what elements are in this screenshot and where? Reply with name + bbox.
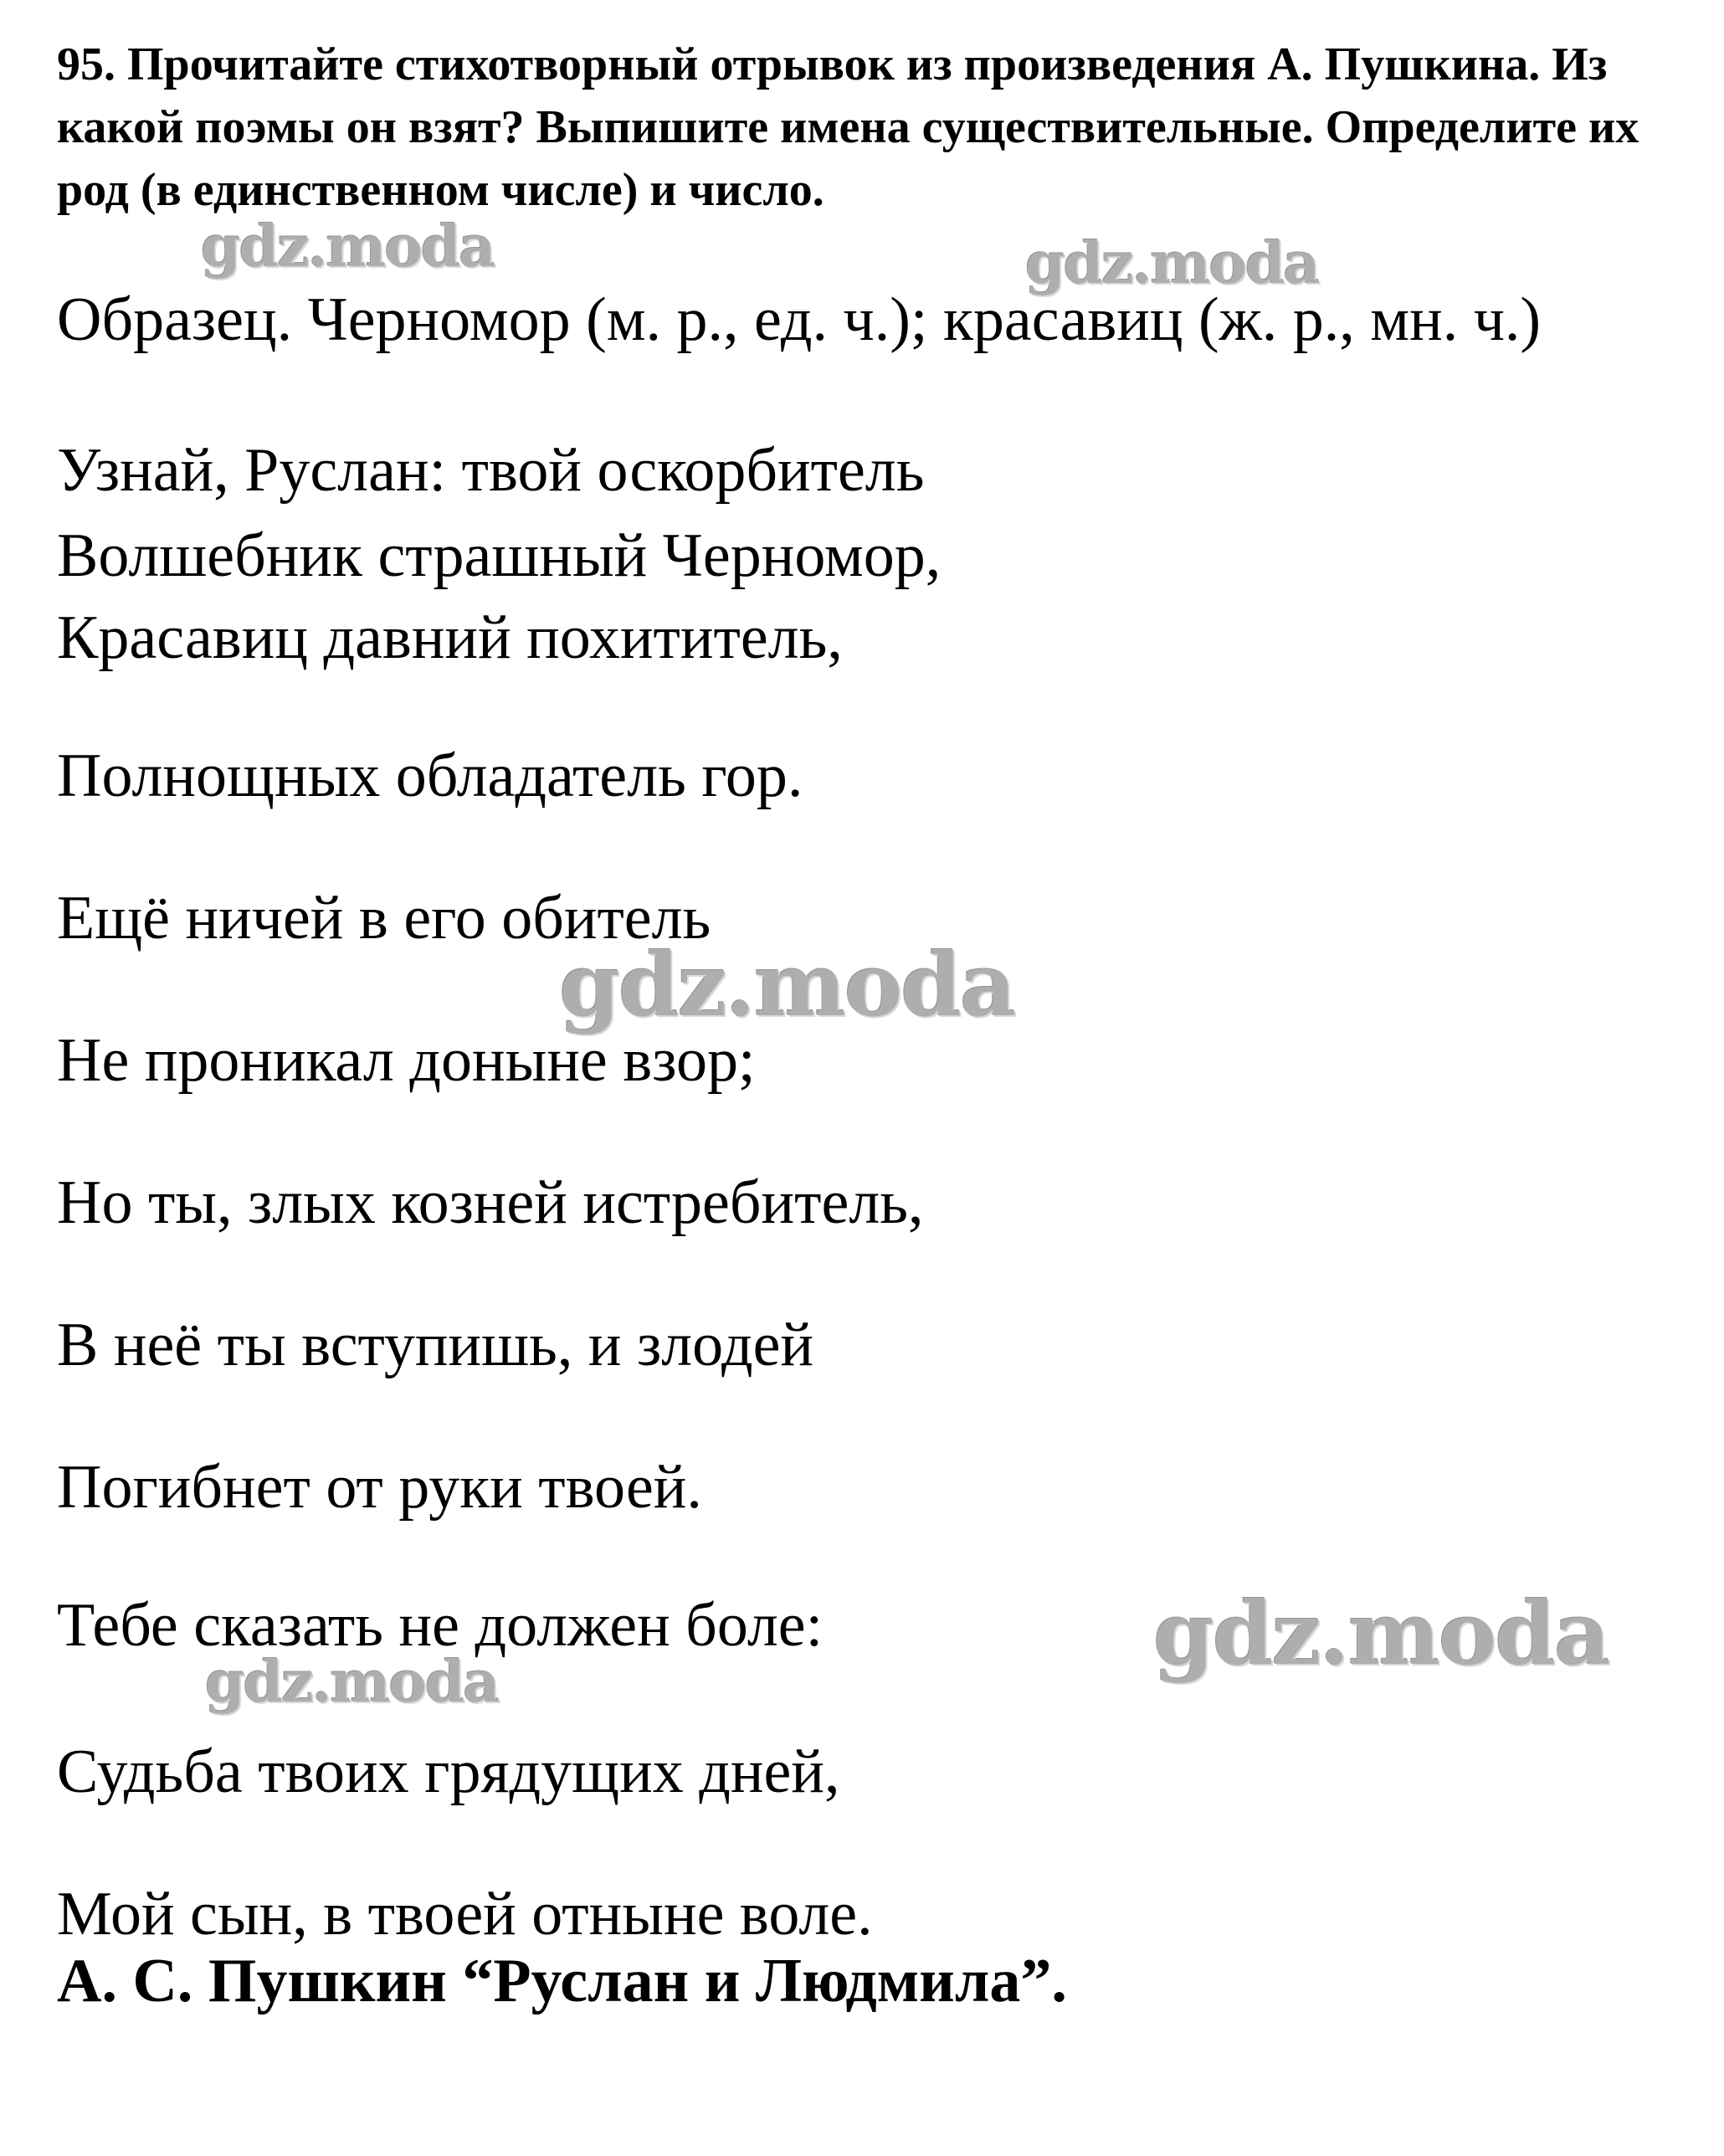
poem-line: Но ты, злых козней истребитель, [57,1168,924,1237]
poem-line: Узнай, Руслан: твой оскорбитель [57,436,925,505]
poem-line: В неё ты вступишь, и злодей [57,1311,814,1379]
poem-line: Не проникал доныне взор; [57,1026,756,1095]
watermark: gdz.moda [201,213,495,280]
poem-line: Волшебник страшный Черномор, [57,521,942,590]
poem-line: Ещё ничей в его обитель [57,884,711,952]
sample-text: Образец. Черномор (м. р., ед. ч.); красавиц (ж. р., мн. ч.) [57,285,1542,354]
watermark: gdz.moda [1025,230,1319,297]
poem-line: Полнощных обладатель гор. [57,742,803,810]
poem-line: Тебе сказать не должен боле: [57,1591,824,1660]
watermark: gdz.moda [559,933,1015,1036]
watermark: gdz.moda [1153,1582,1609,1685]
poem-line: Погибнет от руки твоей. [57,1453,702,1522]
poem-line: Судьба твоих грядущих дней, [57,1738,840,1806]
task-heading: 95. Прочитайте стихотворный отрывок из произведения А. Пушкина. Из какой поэмы он взят? Выпишите имена существительные. Определите их род (в единственном числе) и число. [57,38,1639,216]
watermark: gdz.moda [205,1649,499,1716]
poem-line: Мой сын, в твоей отныне воле. [57,1880,873,1948]
source-citation: А. С. Пушкин “Руслан и Людмила”. [57,1947,1067,2015]
poem-line: Красавиц давний похититель, [57,603,843,672]
